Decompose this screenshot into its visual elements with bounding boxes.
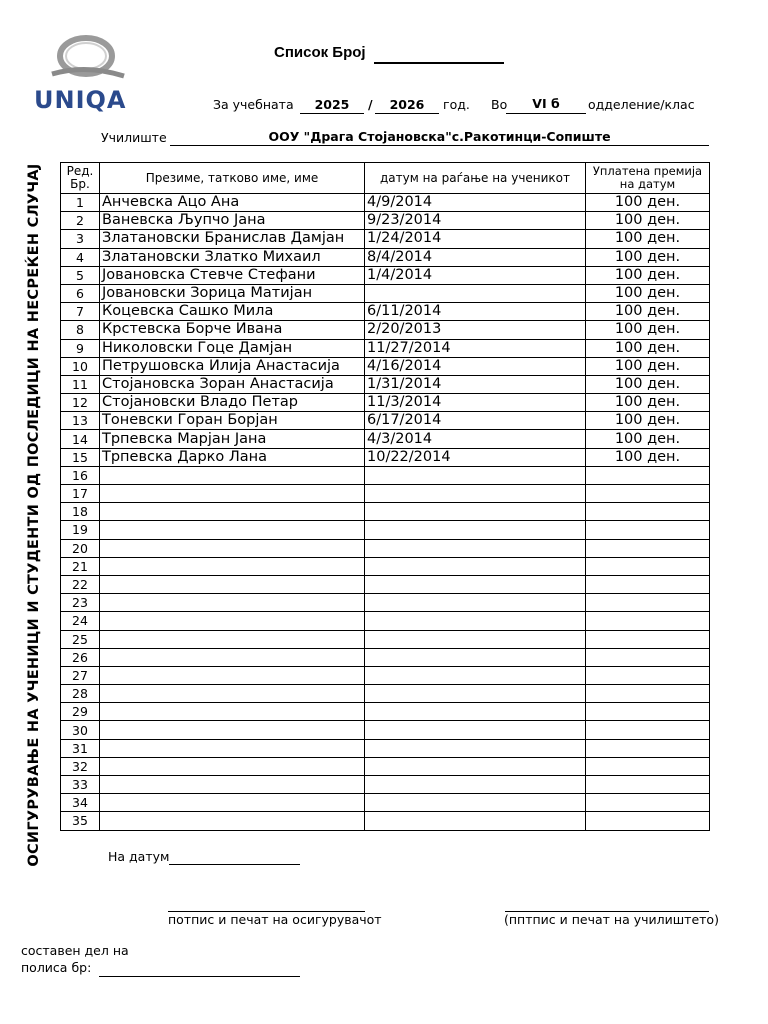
row-number: 28 (61, 685, 100, 703)
policy-part-of-label: составен дел на (21, 943, 129, 958)
table-row (61, 539, 710, 557)
policy-number-line (99, 976, 300, 977)
row-number: 24 (61, 612, 100, 630)
student-name (100, 485, 365, 503)
year-suffix: год. (443, 97, 470, 112)
row-number: 12 (61, 394, 100, 412)
insurer-sign-label: потпис и печат на осигурувачот (168, 912, 382, 927)
student-name: Коцевска Сашко Мила (100, 303, 365, 321)
birth-date (365, 776, 586, 794)
row-number: 18 (61, 503, 100, 521)
student-name (100, 739, 365, 757)
row-number: 6 (61, 284, 100, 302)
birth-date (365, 539, 586, 557)
premium-amount (586, 776, 710, 794)
birth-date (365, 503, 586, 521)
row-number: 9 (61, 339, 100, 357)
birth-date: 2/20/2013 (365, 321, 586, 339)
list-number-line (374, 62, 504, 64)
premium-amount: 100 ден. (586, 448, 710, 466)
row-number: 3 (61, 230, 100, 248)
table-row (61, 466, 710, 484)
student-name (100, 466, 365, 484)
policy-number-label: полиса бр: (21, 960, 92, 975)
student-name: Тоневски Горан Борјан (100, 412, 365, 430)
premium-amount (586, 685, 710, 703)
birth-date: 1/4/2014 (365, 266, 586, 284)
table-row (61, 412, 710, 430)
student-name: Стојановска Зоран Анастасија (100, 375, 365, 393)
table-row (61, 248, 710, 266)
premium-amount: 100 ден. (586, 284, 710, 302)
row-number: 17 (61, 485, 100, 503)
student-name (100, 612, 365, 630)
row-number: 7 (61, 303, 100, 321)
table-row (61, 194, 710, 212)
class-value: VI б (532, 96, 560, 111)
student-name: Трпевска Дарко Лана (100, 448, 365, 466)
row-number: 10 (61, 357, 100, 375)
uniqa-logo (34, 34, 144, 114)
student-name (100, 721, 365, 739)
col-header-dob: датум на раѓање на ученикот (365, 163, 586, 194)
student-name (100, 812, 365, 830)
row-number: 25 (61, 630, 100, 648)
class-prefix: Во (491, 97, 508, 112)
premium-amount (586, 757, 710, 775)
row-number: 32 (61, 757, 100, 775)
birth-date: 4/3/2014 (365, 430, 586, 448)
birth-date: 1/31/2014 (365, 375, 586, 393)
birth-date (365, 703, 586, 721)
table-row (61, 666, 710, 684)
row-number: 11 (61, 375, 100, 393)
student-name: Трпевска Марјан Јана (100, 430, 365, 448)
student-name (100, 575, 365, 593)
premium-amount: 100 ден. (586, 430, 710, 448)
row-number: 21 (61, 557, 100, 575)
row-number: 13 (61, 412, 100, 430)
premium-amount: 100 ден. (586, 194, 710, 212)
row-number: 31 (61, 739, 100, 757)
table-row (61, 321, 710, 339)
birth-date (365, 485, 586, 503)
birth-date: 6/17/2014 (365, 412, 586, 430)
row-number: 14 (61, 430, 100, 448)
table-row (61, 266, 710, 284)
student-name (100, 521, 365, 539)
date-line (169, 864, 300, 865)
row-number: 23 (61, 594, 100, 612)
premium-amount (586, 557, 710, 575)
premium-amount: 100 ден. (586, 412, 710, 430)
birth-date: 9/23/2014 (365, 212, 586, 230)
table-row (61, 721, 710, 739)
birth-date: 4/16/2014 (365, 357, 586, 375)
row-number: 33 (61, 776, 100, 794)
row-number: 8 (61, 321, 100, 339)
table-row (61, 485, 710, 503)
birth-date (365, 557, 586, 575)
date-label: На датум (108, 849, 170, 864)
student-name (100, 685, 365, 703)
students-table (60, 162, 710, 831)
student-name (100, 630, 365, 648)
premium-amount (586, 594, 710, 612)
premium-amount: 100 ден. (586, 394, 710, 412)
premium-amount: 100 ден. (586, 230, 710, 248)
student-name (100, 648, 365, 666)
premium-amount (586, 794, 710, 812)
birth-date (365, 739, 586, 757)
birth-date: 11/27/2014 (365, 339, 586, 357)
row-number: 27 (61, 666, 100, 684)
student-name (100, 539, 365, 557)
table-row (61, 357, 710, 375)
table-row (61, 685, 710, 703)
student-name: Крстевска Борче Ивана (100, 321, 365, 339)
birth-date (365, 685, 586, 703)
student-name (100, 757, 365, 775)
school-line (170, 145, 709, 146)
col-header-name: Презиме, татково име, име (100, 163, 365, 194)
row-number: 35 (61, 812, 100, 830)
premium-amount (586, 812, 710, 830)
row-number: 15 (61, 448, 100, 466)
student-name: Златановски Златко Михаил (100, 248, 365, 266)
birth-date: 11/3/2014 (365, 394, 586, 412)
year-to: 2026 (389, 97, 425, 112)
premium-amount (586, 648, 710, 666)
student-name: Ваневска Љупчо Јана (100, 212, 365, 230)
birth-date (365, 794, 586, 812)
student-name: Стојановски Владо Петар (100, 394, 365, 412)
row-number: 4 (61, 248, 100, 266)
birth-date (365, 594, 586, 612)
student-name: Петрушовска Илија Анастасија (100, 357, 365, 375)
premium-amount (586, 703, 710, 721)
table-row (61, 430, 710, 448)
student-name: Јовановска Стевче Стефани (100, 266, 365, 284)
row-number: 1 (61, 194, 100, 212)
student-name (100, 503, 365, 521)
student-name (100, 703, 365, 721)
table-row (61, 812, 710, 830)
table-row (61, 575, 710, 593)
birth-date: 4/9/2014 (365, 194, 586, 212)
table-row (61, 448, 710, 466)
row-number: 2 (61, 212, 100, 230)
class-line (506, 113, 586, 114)
logo-wordmark: UNIQA (34, 86, 127, 114)
birth-date (365, 575, 586, 593)
table-row (61, 594, 710, 612)
col-header-num: Ред. Бр. (61, 163, 100, 194)
student-name (100, 776, 365, 794)
table-row (61, 230, 710, 248)
year-from-line (300, 113, 364, 114)
row-number: 34 (61, 794, 100, 812)
premium-amount: 100 ден. (586, 212, 710, 230)
school-sign-label: (пптпис и печат на училиштето) (504, 912, 719, 927)
premium-amount: 100 ден. (586, 266, 710, 284)
row-number: 29 (61, 703, 100, 721)
birth-date (365, 757, 586, 775)
table-row (61, 284, 710, 302)
table-row (61, 394, 710, 412)
birth-date (365, 612, 586, 630)
birth-date (365, 630, 586, 648)
premium-amount (586, 575, 710, 593)
table-row (61, 303, 710, 321)
birth-date: 8/4/2014 (365, 248, 586, 266)
row-number: 19 (61, 521, 100, 539)
table-row (61, 703, 710, 721)
side-title-text: ОСИГУРУВАЊЕ НА УЧЕНИЦИ И СТУДЕНТИ ОД ПОСЛЕДИЦИ НА НЕСРЕЌЕН СЛУЧАЈ (26, 163, 42, 867)
table-row (61, 648, 710, 666)
table-row (61, 612, 710, 630)
birth-date: 1/24/2014 (365, 230, 586, 248)
row-number: 16 (61, 466, 100, 484)
student-name: Јовановски Зорица Матијан (100, 284, 365, 302)
row-number: 22 (61, 575, 100, 593)
birth-date (365, 466, 586, 484)
premium-amount (586, 739, 710, 757)
premium-amount: 100 ден. (586, 321, 710, 339)
premium-amount (586, 612, 710, 630)
birth-date: 6/11/2014 (365, 303, 586, 321)
year-from: 2025 (314, 97, 350, 112)
student-name (100, 594, 365, 612)
premium-amount: 100 ден. (586, 375, 710, 393)
premium-amount (586, 503, 710, 521)
premium-amount: 100 ден. (586, 303, 710, 321)
premium-amount (586, 539, 710, 557)
student-name (100, 794, 365, 812)
premium-amount: 100 ден. (586, 357, 710, 375)
student-name (100, 666, 365, 684)
year-label: За учебната (213, 97, 294, 112)
birth-date (365, 284, 586, 302)
premium-amount (586, 721, 710, 739)
table-row (61, 503, 710, 521)
premium-amount (586, 466, 710, 484)
table-row (61, 776, 710, 794)
table-header-row (61, 163, 710, 194)
table-row (61, 630, 710, 648)
table-body (61, 194, 710, 831)
table-row (61, 521, 710, 539)
premium-amount: 100 ден. (586, 248, 710, 266)
birth-date (365, 721, 586, 739)
student-name: Златановски Бранислав Дамјан (100, 230, 365, 248)
student-name (100, 557, 365, 575)
birth-date (365, 812, 586, 830)
row-number: 5 (61, 266, 100, 284)
col-header-premium: Уплатена премија на датум (586, 163, 710, 194)
birth-date (365, 666, 586, 684)
uniqa-ribbon-icon (34, 34, 144, 84)
premium-amount (586, 485, 710, 503)
table-row (61, 212, 710, 230)
table-row (61, 557, 710, 575)
class-suffix: одделение/клас (588, 97, 695, 112)
birth-date (365, 648, 586, 666)
premium-amount: 100 ден. (586, 339, 710, 357)
row-number: 30 (61, 721, 100, 739)
row-number: 26 (61, 648, 100, 666)
table-row (61, 739, 710, 757)
table-row (61, 794, 710, 812)
premium-amount (586, 521, 710, 539)
school-label: Училиште (101, 130, 167, 145)
table-row (61, 757, 710, 775)
row-number: 20 (61, 539, 100, 557)
birth-date (365, 521, 586, 539)
year-separator: / (368, 97, 373, 112)
premium-amount (586, 666, 710, 684)
table-row (61, 375, 710, 393)
student-name: Николовски Гоце Дамјан (100, 339, 365, 357)
school-value: ООУ "Драга Стојановска"с.Ракотинци-Сопиште (268, 129, 611, 144)
premium-amount (586, 630, 710, 648)
student-name: Анчевска Ацо Ана (100, 194, 365, 212)
birth-date: 10/22/2014 (365, 448, 586, 466)
year-to-line (375, 113, 439, 114)
table-row (61, 339, 710, 357)
page-title: Список Број (274, 44, 366, 61)
